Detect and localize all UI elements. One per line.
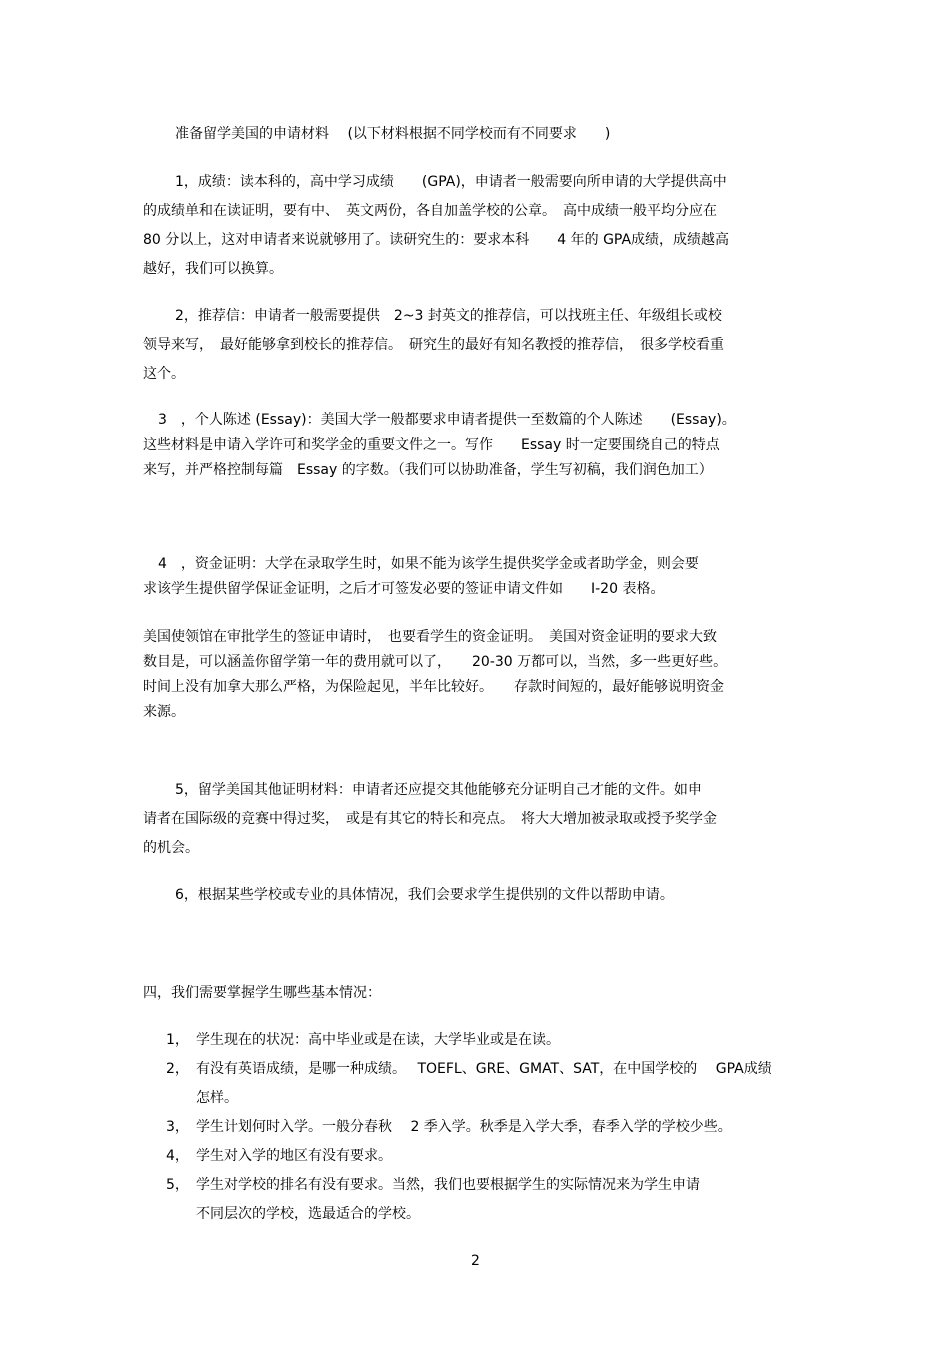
paragraph-line: 2，推荐信：申请者一般需要提供 2~3 封英文的推荐信，可以找班主任、年级组长或校 — [175, 308, 722, 324]
document-heading: 准备留学美国的申请材料 (以下材料根据不同学校而有不同要求 ) — [175, 126, 611, 142]
list-item-number: 3， — [166, 1119, 189, 1135]
paragraph-line: 这个。 — [143, 366, 185, 382]
list-item-number: 2， — [166, 1061, 189, 1077]
list-item-text: 不同层次的学校，选最适合的学校。 — [196, 1206, 420, 1222]
paragraph-line: 时间上没有加拿大那么严格，为保险起见，半年比较好。 存款时间短的，最好能够说明资金 — [143, 679, 724, 695]
paragraph-line: 求该学生提供留学保证金证明，之后才可签发必要的签证申请文件如 I-20 表格。 — [143, 581, 665, 597]
paragraph-line: 美国使领馆在审批学生的签证申请时， 也要看学生的资金证明。 美国对资金证明的要求大致 — [143, 629, 717, 645]
list-item-number: 4， — [166, 1148, 189, 1164]
list-item-text: 有没有英语成绩，是哪一种成绩。 TOEFL、GRE、GMAT、SAT，在中国学校的 GPA成绩 — [196, 1061, 772, 1077]
paragraph-line: 3 ，个人陈述 (Essay)：美国大学一般都要求申请者提供一至数篇的个人陈述 (Essay)。 — [158, 412, 736, 428]
paragraph-line: 5，留学美国其他证明材料：申请者还应提交其他能够充分证明自己才能的文件。如申 — [175, 782, 702, 798]
paragraph-line: 的成绩单和在读证明，要有中、 英文两份，各自加盖学校的公章。 高中成绩一般平均分应在 — [143, 203, 717, 219]
paragraph-line: 的机会。 — [143, 840, 199, 856]
paragraph-line: 请者在国际级的竞赛中得过奖， 或是有其它的特长和亮点。 将大大增加被录取或授予奖学金 — [143, 811, 717, 827]
paragraph-line: 这些材料是申请入学许可和奖学金的重要文件之一。写作 Essay 时一定要围绕自己的特点 — [143, 437, 720, 453]
paragraph-line: 领导来写， 最好能够拿到校长的推荐信。 研究生的最好有知名教授的推荐信， 很多学校看重 — [143, 337, 724, 353]
paragraph-line: 越好，我们可以换算。 — [143, 261, 283, 277]
list-item-number: 1， — [166, 1032, 189, 1048]
section-heading: 四，我们需要掌握学生哪些基本情况： — [143, 985, 381, 1001]
page-number: 2 — [471, 1253, 480, 1269]
list-item-text: 学生对入学的地区有没有要求。 — [196, 1148, 392, 1164]
list-item-text: 学生计划何时入学。一般分春秋 2 季入学。秋季是入学大季，春季入学的学校少些。 — [196, 1119, 732, 1135]
paragraph-line: 80 分以上，这对申请者来说就够用了。读研究生的：要求本科 4 年的 GPA成绩，成绩越高 — [143, 232, 730, 248]
list-item-text: 学生对学校的排名有没有要求。当然，我们也要根据学生的实际情况来为学生申请 — [196, 1177, 700, 1193]
paragraph-line: 来写，并严格控制每篇 Essay 的字数。（我们可以协助准备，学生写初稿，我们润色加工） — [143, 462, 713, 478]
paragraph-line: 4 ，资金证明：大学在录取学生时，如果不能为该学生提供奖学金或者助学金，则会要 — [158, 556, 699, 572]
paragraph-line: 数目是，可以涵盖你留学第一年的费用就可以了， 20-30 万都可以，当然，多一些更好些。 — [143, 654, 728, 670]
paragraph-line: 6，根据某些学校或专业的具体情况，我们会要求学生提供别的文件以帮助申请。 — [175, 887, 674, 903]
paragraph-line: 来源。 — [143, 704, 185, 720]
list-item-text: 怎样。 — [196, 1090, 238, 1106]
paragraph-line: 1，成绩：读本科的，高中学习成绩 (GPA)，申请者一般需要向所申请的大学提供高中 — [175, 174, 727, 190]
list-item-text: 学生现在的状况：高中毕业或是在读，大学毕业或是在读。 — [196, 1032, 560, 1048]
list-item-number: 5， — [166, 1177, 189, 1193]
